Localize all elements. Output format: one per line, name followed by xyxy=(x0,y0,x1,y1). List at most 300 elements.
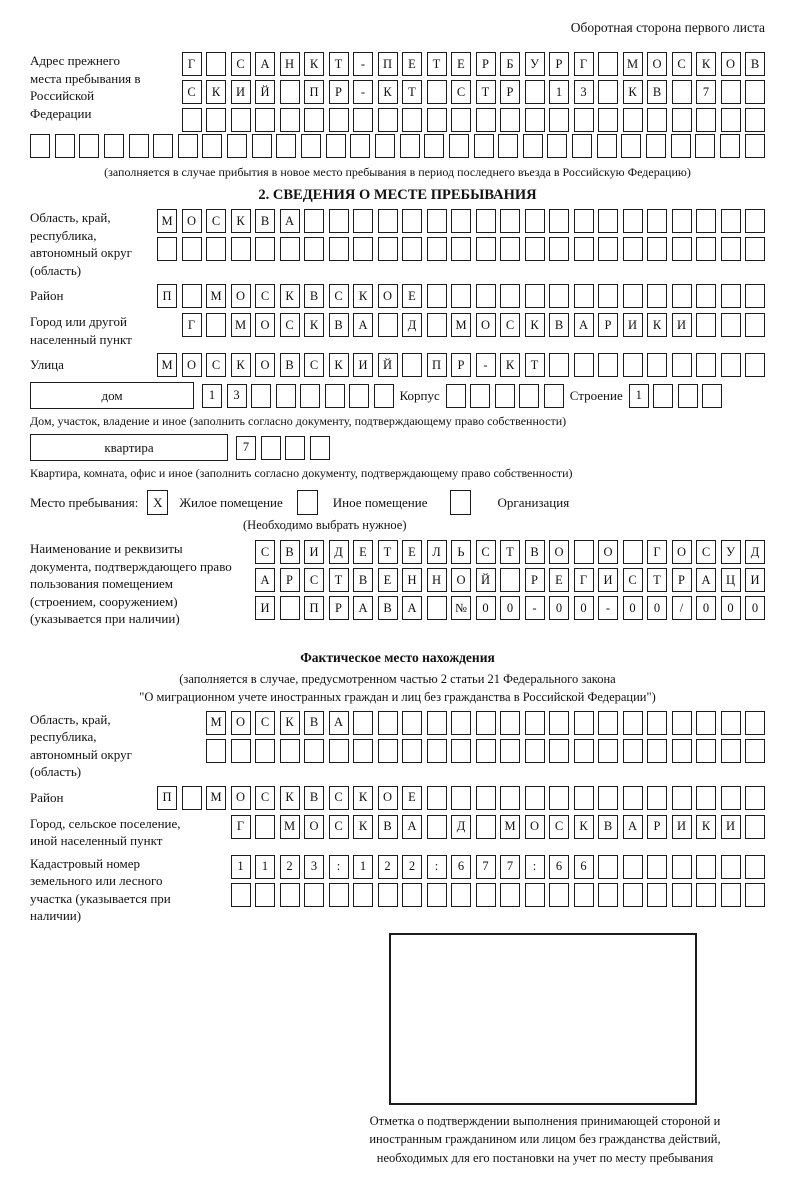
form-cell xyxy=(721,786,741,810)
form-cell xyxy=(721,313,741,337)
actual-location-note-line1: (заполняется в случае, предусмотренном частью 2 статьи 21 Федерального закона xyxy=(179,671,616,686)
form-cell xyxy=(378,711,398,735)
form-cell xyxy=(549,739,569,763)
form-cell xyxy=(202,134,222,158)
form-cell xyxy=(598,739,618,763)
form-cell xyxy=(745,80,765,104)
form-cell xyxy=(329,883,349,907)
form-cell: П xyxy=(304,596,324,620)
form-cell: 3 xyxy=(574,80,594,104)
form-cell xyxy=(525,237,545,261)
form-cell xyxy=(231,739,251,763)
form-cell xyxy=(500,711,520,735)
form-cell: Р xyxy=(647,815,667,839)
form-cell xyxy=(525,209,545,233)
city-label: Город или другой населенный пункт xyxy=(30,314,132,347)
form-cell xyxy=(696,739,716,763)
form-cell xyxy=(745,313,765,337)
form-cell: К xyxy=(525,313,545,337)
form-cell: В xyxy=(745,52,765,76)
form-cell: М xyxy=(451,313,471,337)
form-cell xyxy=(231,237,251,261)
form-cell: К xyxy=(206,80,226,104)
form-cell: В xyxy=(255,209,275,233)
form-cell: А xyxy=(696,568,716,592)
form-cell xyxy=(427,209,447,233)
form-cell xyxy=(549,284,569,308)
form-cell: М xyxy=(231,313,251,337)
form-cell xyxy=(695,134,715,158)
form-cell xyxy=(672,711,692,735)
form-cell xyxy=(231,883,251,907)
form-cell xyxy=(623,284,643,308)
cadastral-field xyxy=(30,855,765,925)
cell-row xyxy=(154,80,765,104)
form-cell xyxy=(696,284,716,308)
form-cell: П xyxy=(157,284,177,308)
form-cell: А xyxy=(255,568,275,592)
form-cell: 0 xyxy=(476,596,496,620)
form-cell xyxy=(574,209,594,233)
form-cell xyxy=(329,237,349,261)
form-cell xyxy=(598,108,618,132)
form-cell: Е xyxy=(402,786,422,810)
form-cell xyxy=(304,883,324,907)
form-cell xyxy=(745,237,765,261)
section2-title: 2. СВЕДЕНИЯ О МЕСТЕ ПРЕБЫВАНИЯ xyxy=(258,187,537,203)
form-cell: Е xyxy=(378,568,398,592)
form-cell: И xyxy=(353,353,373,377)
house-number-cells xyxy=(202,384,394,408)
form-cell xyxy=(300,384,320,408)
form-cell xyxy=(647,855,667,879)
apartment-box-label: квартира xyxy=(30,434,228,461)
form-cell xyxy=(500,284,520,308)
prev-address-field xyxy=(30,52,765,132)
form-cell: 0 xyxy=(745,596,765,620)
cell-row xyxy=(144,284,765,308)
form-cell xyxy=(549,209,569,233)
form-cell xyxy=(623,883,643,907)
form-cell xyxy=(251,384,271,408)
form-cell xyxy=(304,108,324,132)
form-cell xyxy=(745,284,765,308)
form-cell xyxy=(231,108,251,132)
form-cell: : xyxy=(329,855,349,879)
form-cell: К xyxy=(696,815,716,839)
form-cell xyxy=(696,108,716,132)
form-cell xyxy=(402,739,422,763)
form-cell: С xyxy=(255,540,275,564)
form-cell: 0 xyxy=(574,596,594,620)
form-cell xyxy=(329,739,349,763)
form-cell: Г xyxy=(647,540,667,564)
form-cell xyxy=(500,108,520,132)
form-cell xyxy=(653,384,673,408)
form-cell xyxy=(623,540,643,564)
form-cell xyxy=(182,786,202,810)
form-cell: О xyxy=(255,353,275,377)
form-cell xyxy=(402,209,422,233)
form-cell xyxy=(549,237,569,261)
form-cell xyxy=(672,353,692,377)
form-cell xyxy=(206,739,226,763)
form-cell xyxy=(280,237,300,261)
form-cell xyxy=(353,108,373,132)
form-cell: Р xyxy=(329,596,349,620)
form-cell xyxy=(574,540,594,564)
form-cell xyxy=(476,815,496,839)
form-cell: П xyxy=(157,786,177,810)
form-cell xyxy=(153,134,173,158)
form-cell: О xyxy=(451,568,471,592)
form-cell: Д xyxy=(329,540,349,564)
form-cell xyxy=(129,134,149,158)
form-cell: А xyxy=(255,52,275,76)
form-cell: 1 xyxy=(353,855,373,879)
checkbox-organization xyxy=(450,490,471,515)
form-cell xyxy=(544,384,564,408)
form-cell xyxy=(525,739,545,763)
form-cell: 3 xyxy=(227,384,247,408)
form-cell xyxy=(353,711,373,735)
confirmation-caption: Отметка о подтверждении выполнения принимающей стороной и иностранным гражданином или лицом без гражданства действий, необходимых для его постановки на учет по месту пребывания xyxy=(369,1113,721,1165)
cell-row xyxy=(154,108,765,132)
form-cell: Б xyxy=(500,52,520,76)
form-cell xyxy=(427,883,447,907)
form-cell: К xyxy=(304,52,324,76)
form-cell xyxy=(721,883,741,907)
form-cell: А xyxy=(329,711,349,735)
form-cell xyxy=(672,855,692,879)
form-cell xyxy=(547,134,567,158)
form-cell xyxy=(378,108,398,132)
form-cell: С xyxy=(329,815,349,839)
cell-row xyxy=(144,353,765,377)
form-cell: О xyxy=(598,540,618,564)
form-cell: Т xyxy=(647,568,667,592)
form-cell: 7 xyxy=(476,855,496,879)
form-cell: Й xyxy=(476,568,496,592)
confirmation-stamp-box xyxy=(389,933,697,1105)
form-cell: П xyxy=(304,80,324,104)
actual-district-field xyxy=(30,786,765,810)
form-cell: - xyxy=(353,80,373,104)
form-cell xyxy=(500,237,520,261)
stroenie-cells xyxy=(629,384,723,408)
form-cell xyxy=(672,284,692,308)
form-cell: 7 xyxy=(696,80,716,104)
form-cell xyxy=(745,786,765,810)
form-cell xyxy=(227,134,247,158)
cell-row xyxy=(201,883,765,907)
form-cell: В xyxy=(647,80,667,104)
form-cell xyxy=(255,237,275,261)
form-cell: - xyxy=(353,52,373,76)
form-cell: Е xyxy=(549,568,569,592)
form-cell: 6 xyxy=(549,855,569,879)
form-cell xyxy=(549,883,569,907)
form-cell: Е xyxy=(402,284,422,308)
form-cell xyxy=(276,134,296,158)
form-cell xyxy=(374,384,394,408)
form-cell xyxy=(720,134,740,158)
form-cell xyxy=(476,883,496,907)
form-cell: 0 xyxy=(623,596,643,620)
cell-row xyxy=(158,313,765,337)
form-cell: М xyxy=(623,52,643,76)
form-cell: С xyxy=(182,80,202,104)
form-cell xyxy=(672,209,692,233)
form-cell: В xyxy=(549,313,569,337)
form-cell xyxy=(301,134,321,158)
actual-location-note xyxy=(30,670,765,706)
form-cell: О xyxy=(721,52,741,76)
form-cell: 1 xyxy=(202,384,222,408)
form-cell: О xyxy=(378,284,398,308)
form-cell: 0 xyxy=(647,596,667,620)
cell-row xyxy=(144,209,765,233)
form-cell xyxy=(721,209,741,233)
form-cell: Д xyxy=(745,540,765,564)
korpus-label: Корпус xyxy=(399,387,440,403)
form-cell: У xyxy=(721,540,741,564)
form-cell xyxy=(427,108,447,132)
street-field xyxy=(30,353,765,377)
form-cell: Р xyxy=(672,568,692,592)
form-cell xyxy=(696,209,716,233)
form-cell xyxy=(206,313,226,337)
actual-location-title: Фактическое место нахождения xyxy=(300,649,495,665)
form-cell: О xyxy=(182,209,202,233)
form-cell: 1 xyxy=(549,80,569,104)
cell-row xyxy=(168,739,765,763)
form-cell xyxy=(500,883,520,907)
form-cell xyxy=(350,134,370,158)
form-cell: : xyxy=(427,855,447,879)
actual-district-label: Район xyxy=(30,789,64,805)
prev-address-note: (заполняется в случае прибытия в новое место пребывания в период последнего въезда в Российскую Федерацию) xyxy=(104,165,691,179)
form-cell: С xyxy=(329,786,349,810)
form-cell xyxy=(572,134,592,158)
form-cell xyxy=(427,80,447,104)
form-cell: П xyxy=(427,353,447,377)
form-cell: С xyxy=(623,568,643,592)
form-cell: К xyxy=(304,313,324,337)
form-cell xyxy=(182,284,202,308)
form-cell xyxy=(206,52,226,76)
cell-row xyxy=(154,52,765,76)
form-cell: Н xyxy=(427,568,447,592)
form-cell: Д xyxy=(402,313,422,337)
form-cell xyxy=(696,786,716,810)
form-cell xyxy=(574,711,594,735)
form-cell: А xyxy=(353,596,373,620)
form-cell: С xyxy=(206,209,226,233)
form-cell: О xyxy=(672,540,692,564)
district-label: Район xyxy=(30,288,64,304)
form-cell: О xyxy=(231,284,251,308)
form-cell: С xyxy=(672,52,692,76)
form-cell: О xyxy=(231,786,251,810)
form-cell xyxy=(326,134,346,158)
form-cell xyxy=(525,80,545,104)
form-cell: Е xyxy=(402,540,422,564)
form-cell: А xyxy=(353,313,373,337)
form-cell xyxy=(647,786,667,810)
form-cell: С xyxy=(304,568,324,592)
form-cell xyxy=(500,209,520,233)
form-cell: О xyxy=(182,353,202,377)
form-cell xyxy=(525,711,545,735)
form-cell xyxy=(280,883,300,907)
form-cell: В xyxy=(378,596,398,620)
form-cell: Р xyxy=(280,568,300,592)
form-cell: Р xyxy=(525,568,545,592)
form-cell: Е xyxy=(402,52,422,76)
form-cell xyxy=(470,384,490,408)
form-cell xyxy=(623,353,643,377)
form-cell: К xyxy=(280,284,300,308)
form-cell: К xyxy=(353,284,373,308)
form-cell xyxy=(304,237,324,261)
form-cell: Д xyxy=(451,815,471,839)
form-cell xyxy=(574,353,594,377)
form-cell xyxy=(745,739,765,763)
form-cell: С xyxy=(304,353,324,377)
form-cell xyxy=(678,384,698,408)
form-cell: И xyxy=(623,313,643,337)
form-cell: 2 xyxy=(280,855,300,879)
form-cell xyxy=(280,596,300,620)
form-cell xyxy=(353,739,373,763)
form-cell xyxy=(696,711,716,735)
form-cell: 7 xyxy=(236,436,256,460)
form-cell xyxy=(598,353,618,377)
form-cell xyxy=(206,108,226,132)
form-cell xyxy=(523,134,543,158)
form-cell: С xyxy=(329,284,349,308)
form-cell xyxy=(182,108,202,132)
document-rows xyxy=(244,540,765,620)
apartment-cells xyxy=(236,436,330,460)
option-organization-label: Организация xyxy=(497,494,570,510)
form-cell: Г xyxy=(574,52,594,76)
form-cell: О xyxy=(304,815,324,839)
form-cell: 0 xyxy=(721,596,741,620)
form-cell xyxy=(696,313,716,337)
region-label: Область, край, республика, автономный округ (область) xyxy=(30,210,132,278)
form-cell: 0 xyxy=(696,596,716,620)
form-cell xyxy=(721,353,741,377)
form-cell xyxy=(451,108,471,132)
form-cell xyxy=(623,786,643,810)
cell-row xyxy=(214,815,765,839)
form-cell: О xyxy=(378,786,398,810)
form-cell xyxy=(696,237,716,261)
form-cell xyxy=(745,353,765,377)
form-cell xyxy=(402,883,422,907)
form-cell: № xyxy=(451,596,471,620)
form-cell: К xyxy=(574,815,594,839)
option-other-premises-label: Иное помещение xyxy=(332,494,428,510)
stay-type-note: (Необходимо выбрать нужное) xyxy=(243,518,407,532)
form-cell xyxy=(549,786,569,810)
form-cell: - xyxy=(525,596,545,620)
form-cell: 6 xyxy=(451,855,471,879)
form-cell: : xyxy=(525,855,545,879)
form-cell xyxy=(598,786,618,810)
apartment-note: Квартира, комната, офис и иное (заполнить согласно документу, подтверждающему право собственности) xyxy=(30,466,573,480)
form-cell: М xyxy=(206,786,226,810)
form-cell: С xyxy=(255,711,275,735)
form-cell: / xyxy=(672,596,692,620)
form-cell xyxy=(55,134,75,158)
form-cell xyxy=(745,209,765,233)
form-cell xyxy=(474,134,494,158)
house-box-label: дом xyxy=(30,382,194,409)
form-cell xyxy=(329,209,349,233)
checkbox-other-premises xyxy=(297,490,318,515)
form-cell: К xyxy=(623,80,643,104)
form-cell xyxy=(721,739,741,763)
form-cell xyxy=(647,883,667,907)
form-cell xyxy=(427,739,447,763)
prev-address-row-4 xyxy=(30,134,765,158)
form-cell xyxy=(623,739,643,763)
form-cell xyxy=(378,883,398,907)
form-cell xyxy=(378,237,398,261)
form-cell: К xyxy=(231,209,251,233)
form-cell: С xyxy=(696,540,716,564)
form-cell xyxy=(525,108,545,132)
form-cell xyxy=(647,237,667,261)
form-cell xyxy=(446,384,466,408)
stay-type-label: Место пребывания: xyxy=(30,494,139,510)
form-cell: 1 xyxy=(231,855,251,879)
form-cell xyxy=(427,815,447,839)
form-cell: С xyxy=(280,313,300,337)
form-cell: О xyxy=(549,540,569,564)
form-cell xyxy=(498,134,518,158)
form-cell xyxy=(79,134,99,158)
form-cell: И xyxy=(598,568,618,592)
form-cell xyxy=(451,711,471,735)
form-cell: Т xyxy=(378,540,398,564)
form-cell xyxy=(647,353,667,377)
form-cell xyxy=(451,786,471,810)
form-cell: Т xyxy=(329,52,349,76)
form-cell: К xyxy=(280,711,300,735)
form-cell: И xyxy=(745,568,765,592)
form-cell xyxy=(598,855,618,879)
form-cell xyxy=(574,284,594,308)
form-cell xyxy=(549,711,569,735)
form-cell xyxy=(280,739,300,763)
form-cell xyxy=(476,209,496,233)
district-field xyxy=(30,284,765,308)
form-cell: О xyxy=(476,313,496,337)
form-cell xyxy=(402,108,422,132)
form-cell xyxy=(476,711,496,735)
form-cell: В xyxy=(378,815,398,839)
form-cell xyxy=(745,108,765,132)
form-cell xyxy=(623,711,643,735)
stay-type-field xyxy=(30,490,765,515)
form-cell xyxy=(427,786,447,810)
form-cell: Г xyxy=(182,52,202,76)
form-cell: В xyxy=(329,313,349,337)
